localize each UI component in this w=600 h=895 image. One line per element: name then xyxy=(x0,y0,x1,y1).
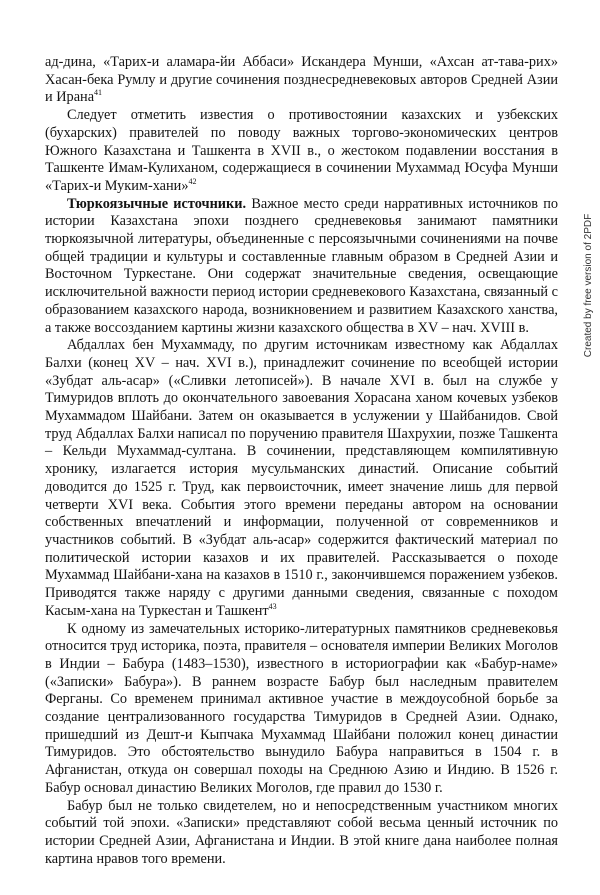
watermark xyxy=(578,205,600,365)
paragraph-1-text: ад-дина, «Тарих-и аламара-йи Аббаси» Искандера Мунши, «Ахсан ат-тава-рих» Хасан-бека Румлу и другие сочинения позднесредневековых авторов Средней Азии и Ирана xyxy=(45,54,558,106)
paragraph-5 xyxy=(45,621,558,798)
paragraph-1 xyxy=(45,54,558,107)
page-body xyxy=(45,54,558,868)
section-heading-turkic-sources: Тюркоязычные источники. xyxy=(67,195,247,212)
paragraph-3-text: Важное место среди нарративных источников по истории Казахстана эпохи позднего средневековья занимают памятники тюркоязычной литературы, объединенные с персоязычными сочинениями на почве общей традиции и культуры и составленные главным образом в Средней Азии и Восточном Туркестане. Они содержат значительные сведения, освещающие исключительной важности период истории средневекового Казахстана, связанный с образованием казахского народа, возникновением и развитием Казахского ханства, а также воссозданием картины жизни казахского общества в XV – нач. XVIII в. xyxy=(45,195,558,336)
paragraph-4-text: Абдаллах бен Мухаммаду, по другим источникам известному как Абдаллах Балхи (конец XV – нач. XVI в.), принадлежит сочинение по всеобщей истории «Зубдат аль-асар» («Сливки летописей»). В начале XVI в. был на службе у Тимуридов вплоть до окончательного завоевания Хорасана ханом кочевых узбеков Мухаммадом Шайбани. Затем он оказывается в услужении у Шайбанидов. Свой труд Абдаллах Балхи написал по поручению правителя Шахрухии, позже Ташкента – Кельди Мухаммад-султана. В сочинении, представляющем компилятивную хронику, излагается история мусульманских династий. Описание событий доводится до 1525 г. Труд, как первоисточник, имеет значение лишь для первой четверти XVI века. События этого времени переданы автором на основании собственных впечатлений и информации, полученной от современников и участников событий. В «Зубдат аль-асар» содержится фактический материал по политической истории казахов и их правителей. Рассказывается о походе Мухаммад Шайбани-хана на казахов в 1510 г., закончившемся поражением узбеков. Приводятся также наряду с другими данными сведения, связанные с походом Касым-хана на Туркестан и Ташкент xyxy=(45,337,558,619)
paragraph-2 xyxy=(45,107,558,196)
paragraph-3 xyxy=(45,196,558,338)
paragraph-6 xyxy=(45,798,558,869)
paragraph-2-text: Следует отметить известия о противостоянии казахских и узбекских (бухарских) правителей по поводу важных торгово-экономических центров Южного Казахстана и Ташкента в XVII в., о жестоком подавлении восстания в Ташкенте Имам-Кулиханом, содержащиеся в сочинении Мухаммад Юсуфа Мунши «Тарих-и Муким-хани» xyxy=(45,107,558,194)
footnote-ref-43[interactable]: 43 xyxy=(268,602,277,612)
paragraph-4 xyxy=(45,337,558,620)
paragraph-5-text: К одному из замечательных историко-литературных памятников средневековья относится труд историка, поэта, правителя – основателя империи Великих Моголов в Индии – Бабура (1483–1530), известного в историографии как «Бабур-наме» («Записки» Бабура»). В раннем возрасте Бабур был наследным правителем Ферганы. Со временем принимал активное участие в междоусобной борьбе за создание централизованного государства Тимуридов в Средней Азии. Однако, пришедший из Дешт-и Кыпчака Мухаммад Шайбани положил конец династии Тимуридов. Это обстоятельство вынудило Бабура направиться в 1504 г. в Афганистан, откуда он совершал походы на Среднюю Азию и Индию. В 1526 г. Бабур основал династию Великих Моголов, где правил до 1530 г. xyxy=(45,620,558,796)
footnote-ref-41[interactable]: 41 xyxy=(94,88,103,98)
watermark-text: Created by free version of 2PDF xyxy=(583,213,595,357)
paragraph-6-text: Бабур был не только свидетелем, но и непосредственным участником многих событий той эпохи. «Записки» представляют собой весьма ценный источник по истории Средней Азии, Афганистана и Индии. В этой книге дана наиболее полная картина нравов того времени. xyxy=(45,797,558,867)
footnote-ref-42[interactable]: 42 xyxy=(188,177,197,187)
